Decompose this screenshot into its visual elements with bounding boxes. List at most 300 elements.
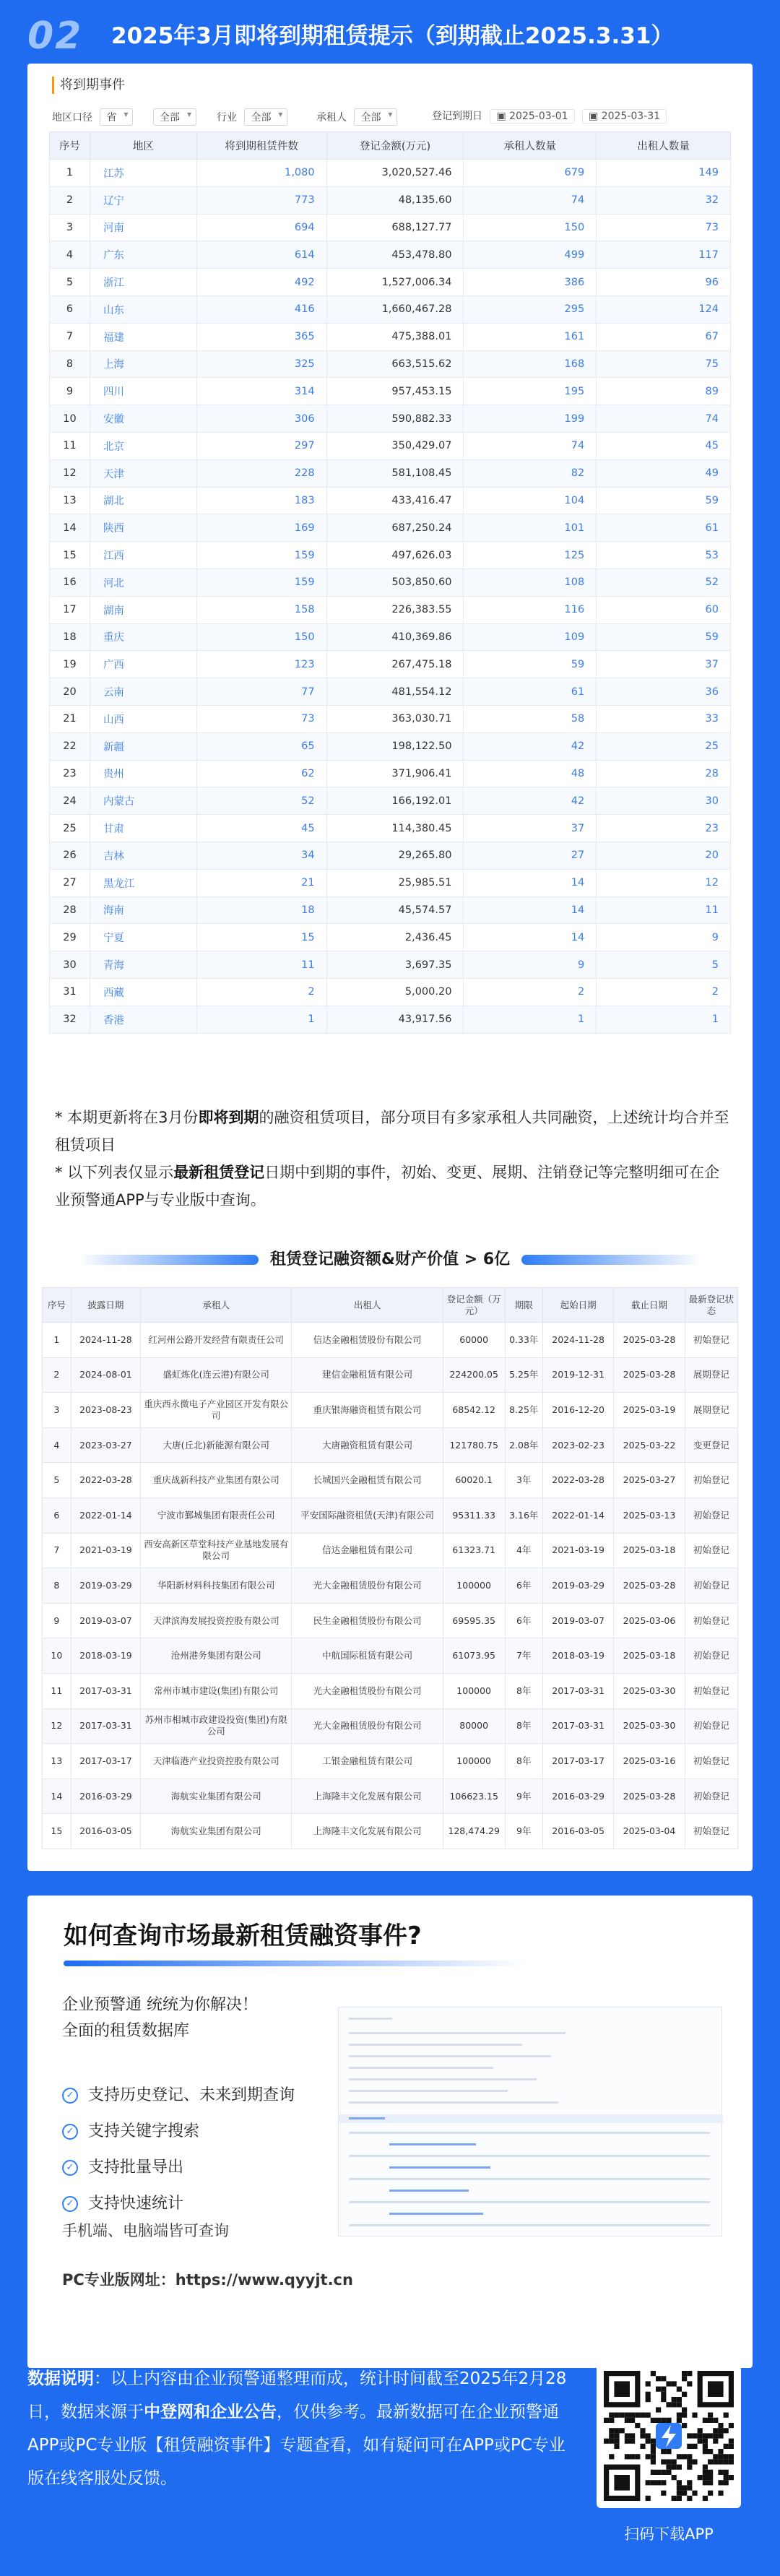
cell-lessee: 天津滨海发展投资控股有限公司 (141, 1603, 292, 1638)
cell-lessors[interactable]: 30 (597, 787, 731, 815)
promo-intro-2: 全面的租赁数据库 (62, 2022, 190, 2040)
cell-date: 2022-01-14 (71, 1497, 140, 1533)
cell-lessees[interactable]: 58 (464, 705, 597, 732)
cell-lessors[interactable]: 5 (597, 951, 731, 979)
note-2-c: 日期中到期的事件，初始、变更、展期、注销登记等完整明细可在企业预警通APP与专业版中查询。 (55, 1164, 720, 1209)
cell-index: 15 (43, 1814, 72, 1849)
cell-lessor: 平安国际融资租赁(天津)有限公司 (292, 1497, 443, 1533)
cell-index: 17 (50, 596, 90, 623)
cell-lessors[interactable]: 117 (597, 241, 731, 269)
table-row (43, 1357, 738, 1393)
cell-lessees[interactable]: 42 (464, 732, 597, 760)
cell-lessors[interactable]: 73 (597, 214, 731, 241)
cell-region[interactable]: 香港 (90, 1006, 196, 1033)
table-row[interactable] (50, 295, 731, 323)
cell-date: 2018-03-19 (71, 1638, 140, 1674)
industry-select[interactable]: 全部 ▾ (244, 108, 287, 126)
cell-end: 2025-03-19 (614, 1393, 685, 1428)
cell-count[interactable]: 169 (196, 514, 326, 542)
cell-lessors[interactable]: 149 (597, 160, 731, 187)
cell-lessee: 盛虹炼化(连云港)有限公司 (141, 1357, 292, 1393)
cell-lessees[interactable]: 679 (464, 160, 597, 187)
cell-start: 2018-03-19 (542, 1638, 613, 1674)
table-row (43, 1533, 738, 1568)
t2-header-amount[interactable]: 登记金额（万元） (443, 1288, 505, 1323)
all-select-1-value[interactable]: 全部 ▾ (153, 108, 196, 126)
cell-lessees[interactable]: 168 (464, 350, 597, 378)
qr-code-image (604, 2371, 734, 2501)
table-row[interactable] (50, 350, 731, 378)
cell-lessors[interactable]: 53 (597, 542, 731, 569)
cell-lessees[interactable]: 14 (464, 896, 597, 924)
cell-region[interactable]: 安徽 (90, 405, 196, 433)
cell-region[interactable]: 吉林 (90, 842, 196, 869)
cell-lessees[interactable]: 116 (464, 596, 597, 623)
cell-status: 初始登记 (685, 1497, 737, 1533)
cell-lessors[interactable]: 60 (597, 596, 731, 623)
cell-lessors[interactable]: 1 (597, 1006, 731, 1033)
t2-header-date[interactable]: 披露日期 (71, 1288, 140, 1323)
col-header-index[interactable]: 序号 (50, 132, 90, 160)
date-filter-label: 登记到期日 (432, 111, 482, 122)
mock-line (349, 2224, 710, 2226)
cell-amount: 3,020,527.46 (326, 160, 464, 187)
cell-count[interactable]: 34 (196, 842, 326, 869)
col-header-count[interactable]: 将到期租赁件数 (196, 132, 326, 160)
cell-amount: 371,906.41 (326, 760, 464, 787)
col-header-amount[interactable]: 登记金额(万元) (326, 132, 464, 160)
cell-lessors[interactable]: 89 (597, 378, 731, 405)
cell-term: 4年 (505, 1533, 542, 1568)
cell-index: 19 (50, 651, 90, 678)
cell-amount: 114,380.45 (326, 815, 464, 842)
cell-lessors[interactable]: 74 (597, 405, 731, 433)
promo-title-underline (64, 1961, 526, 1966)
cell-lessee: 红河州公路开发经营有限责任公司 (141, 1323, 292, 1358)
cell-amount: 198,122.50 (326, 732, 464, 760)
area-select[interactable]: 省 ▾ (100, 108, 133, 126)
cell-start: 2016-03-05 (542, 1814, 613, 1849)
cell-end: 2025-03-16 (614, 1744, 685, 1779)
cell-count[interactable]: 365 (196, 323, 326, 350)
cell-lessee: 沧州港务集团有限公司 (141, 1638, 292, 1674)
cell-region[interactable]: 山东 (90, 295, 196, 323)
cell-lessors[interactable]: 32 (597, 186, 731, 214)
cell-lessee: 天津临港产业投资控股有限公司 (141, 1744, 292, 1779)
cell-lessor: 光大金融租赁股份有限公司 (292, 1673, 443, 1708)
cell-region[interactable]: 北京 (90, 432, 196, 459)
cell-lessors[interactable]: 49 (597, 459, 731, 487)
promo-title: 如何查询市场最新租赁融资事件? (64, 1922, 422, 1950)
table-row (43, 1814, 738, 1849)
cell-status: 初始登记 (685, 1323, 737, 1358)
mock-line (349, 2018, 392, 2020)
cell-count[interactable]: 325 (196, 350, 326, 378)
table-row[interactable] (50, 760, 731, 787)
cell-lessors[interactable]: 37 (597, 651, 731, 678)
cell-lessees[interactable]: 14 (464, 869, 597, 896)
cell-region[interactable]: 甘肃 (90, 815, 196, 842)
cell-count[interactable]: 2 (196, 978, 326, 1006)
note-2 (55, 1159, 734, 1214)
cell-lessors[interactable]: 11 (597, 896, 731, 924)
cell-amount: 48,135.60 (326, 186, 464, 214)
cell-lessors[interactable]: 20 (597, 842, 731, 869)
lessee-select[interactable]: 全部 ▾ (354, 108, 397, 126)
cell-region[interactable]: 湖北 (90, 487, 196, 514)
table-row (43, 1778, 738, 1814)
cell-lessees[interactable]: 74 (464, 186, 597, 214)
table-row[interactable] (50, 678, 731, 706)
feature-label: 支持批量导出 (88, 2158, 184, 2177)
cell-region[interactable]: 湖南 (90, 596, 196, 623)
cell-date: 2016-03-05 (71, 1814, 140, 1849)
cell-count[interactable]: 159 (196, 542, 326, 569)
cell-end: 2025-03-30 (614, 1708, 685, 1744)
cell-lessors[interactable]: 52 (597, 569, 731, 596)
date-to-input[interactable] (582, 109, 667, 124)
cell-start: 2021-03-19 (542, 1533, 613, 1568)
cell-date: 2023-08-23 (71, 1393, 140, 1428)
cell-lessees[interactable]: 74 (464, 432, 597, 459)
cell-lessors[interactable]: 59 (597, 623, 731, 651)
cell-amount: 475,388.01 (326, 323, 464, 350)
mock-line (349, 2055, 551, 2057)
table-row[interactable] (50, 160, 731, 187)
cell-region[interactable]: 陕西 (90, 514, 196, 542)
date-from-input[interactable] (490, 109, 574, 124)
cell-count[interactable]: 150 (196, 623, 326, 651)
table-row[interactable] (50, 569, 731, 596)
cell-amount: 45,574.57 (326, 896, 464, 924)
table-row[interactable] (50, 596, 731, 623)
table-row[interactable] (50, 623, 731, 651)
cell-region[interactable]: 西藏 (90, 978, 196, 1006)
cell-region[interactable]: 四川 (90, 378, 196, 405)
cell-index: 12 (50, 459, 90, 487)
cell-amount: 128,474.29 (443, 1814, 505, 1849)
table-row[interactable] (50, 241, 731, 269)
cell-lessor: 光大金融租赁股份有限公司 (292, 1568, 443, 1604)
cell-region[interactable]: 河南 (90, 214, 196, 241)
lessee-filter (316, 108, 397, 126)
cell-lessors[interactable]: 59 (597, 487, 731, 514)
cell-count[interactable]: 73 (196, 705, 326, 732)
cell-region[interactable]: 贵州 (90, 760, 196, 787)
date-filter (432, 108, 667, 124)
cell-count[interactable]: 21 (196, 869, 326, 896)
main-card (27, 64, 753, 1871)
cell-region[interactable]: 新疆 (90, 732, 196, 760)
cell-status: 初始登记 (685, 1673, 737, 1708)
cell-count[interactable]: 158 (196, 596, 326, 623)
product-screenshot (338, 2007, 722, 2236)
cell-count[interactable]: 15 (196, 924, 326, 951)
cell-region[interactable]: 山西 (90, 705, 196, 732)
cell-count[interactable]: 228 (196, 459, 326, 487)
cell-amount: 957,453.15 (326, 378, 464, 405)
cell-count[interactable]: 314 (196, 378, 326, 405)
section-header (27, 16, 753, 56)
table-row[interactable] (50, 1006, 731, 1033)
cell-count[interactable]: 45 (196, 815, 326, 842)
table-row[interactable] (50, 815, 731, 842)
col-header-region[interactable]: 地区 (90, 132, 196, 160)
cell-region[interactable]: 天津 (90, 459, 196, 487)
cell-lessees[interactable]: 150 (464, 214, 597, 241)
cell-lessor: 信达金融租赁股份有限公司 (292, 1323, 443, 1358)
cell-lessor: 上海隆丰文化发展有限公司 (292, 1778, 443, 1814)
cell-count[interactable]: 77 (196, 678, 326, 706)
cell-term: 9年 (505, 1814, 542, 1849)
cell-lessees[interactable]: 1 (464, 1006, 597, 1033)
table-row[interactable] (50, 787, 731, 815)
t2-header-end[interactable]: 截止日期 (614, 1288, 685, 1323)
cell-region[interactable]: 海南 (90, 896, 196, 924)
col-header-lessees[interactable]: 承租人数量 (464, 132, 597, 160)
feature-item (62, 2157, 183, 2179)
mock-line (389, 2143, 476, 2145)
pc-url[interactable]: PC专业版网址：https://www.qyyjt.cn (62, 2271, 353, 2288)
cell-lessees[interactable]: 108 (464, 569, 597, 596)
cell-term: 8年 (505, 1673, 542, 1708)
cell-end: 2025-03-28 (614, 1778, 685, 1814)
cell-index: 7 (50, 323, 90, 350)
cell-amount: 95311.33 (443, 1497, 505, 1533)
table-row[interactable] (50, 951, 731, 979)
cell-index: 21 (50, 705, 90, 732)
cell-count[interactable]: 159 (196, 569, 326, 596)
cell-lessors[interactable]: 25 (597, 732, 731, 760)
cell-region[interactable]: 辽宁 (90, 186, 196, 214)
calendar-icon: ▣ (496, 111, 510, 122)
table-row[interactable] (50, 186, 731, 214)
cell-lessors[interactable]: 2 (597, 978, 731, 1006)
cell-region[interactable]: 浙江 (90, 269, 196, 296)
cell-lessees[interactable]: 199 (464, 405, 597, 433)
mock-line (349, 2132, 710, 2134)
cell-lessors[interactable]: 61 (597, 514, 731, 542)
cell-lessees[interactable]: 42 (464, 787, 597, 815)
cell-index: 13 (50, 487, 90, 514)
cell-index: 6 (43, 1497, 72, 1533)
cell-lessors[interactable]: 96 (597, 269, 731, 296)
cell-count[interactable]: 416 (196, 295, 326, 323)
cell-region[interactable]: 重庆 (90, 623, 196, 651)
table-row (43, 1673, 738, 1708)
table-row[interactable] (50, 896, 731, 924)
cell-index: 10 (43, 1638, 72, 1674)
t2-header-index[interactable]: 序号 (43, 1288, 72, 1323)
table-row (43, 1427, 738, 1463)
cell-count[interactable]: 614 (196, 241, 326, 269)
t2-header-status[interactable]: 最新登记状态 (685, 1288, 737, 1323)
note-1-b: 即将到期 (198, 1109, 259, 1126)
all-select-1[interactable] (149, 108, 196, 126)
cell-amount: 100000 (443, 1673, 505, 1708)
cell-count[interactable]: 183 (196, 487, 326, 514)
cell-count[interactable]: 694 (196, 214, 326, 241)
cell-region[interactable]: 内蒙古 (90, 787, 196, 815)
cell-index: 3 (50, 214, 90, 241)
cell-end: 2025-03-18 (614, 1638, 685, 1674)
cell-amount: 410,369.86 (326, 623, 464, 651)
cell-lessors[interactable]: 45 (597, 432, 731, 459)
feature-item (62, 2193, 183, 2215)
cell-region[interactable]: 黑龙江 (90, 869, 196, 896)
table-row[interactable] (50, 378, 731, 405)
feature-item (62, 2085, 295, 2106)
cell-index: 11 (43, 1673, 72, 1708)
cell-index: 8 (50, 350, 90, 378)
cell-count[interactable]: 62 (196, 760, 326, 787)
mock-line (349, 2044, 522, 2046)
table-row[interactable] (50, 214, 731, 241)
cell-region[interactable]: 青海 (90, 951, 196, 979)
cell-count[interactable]: 1,080 (196, 160, 326, 187)
check-circle-icon: ✓ (62, 2124, 78, 2140)
cell-count[interactable]: 1 (196, 1006, 326, 1033)
cell-amount: 581,108.45 (326, 459, 464, 487)
t2-header-lessor[interactable]: 出租人 (292, 1288, 443, 1323)
table-row[interactable] (50, 732, 731, 760)
cell-lessees[interactable]: 14 (464, 924, 597, 951)
cell-end: 2025-03-28 (614, 1357, 685, 1393)
cell-lessors[interactable]: 9 (597, 924, 731, 951)
cell-count[interactable]: 11 (196, 951, 326, 979)
mock-line (349, 2178, 710, 2180)
table-row[interactable] (50, 651, 731, 678)
cell-lessees[interactable]: 195 (464, 378, 597, 405)
cell-count[interactable]: 492 (196, 269, 326, 296)
cell-date: 2024-08-01 (71, 1357, 140, 1393)
cell-start: 2019-12-31 (542, 1357, 613, 1393)
cell-lessees[interactable]: 61 (464, 678, 597, 706)
cell-lessees[interactable]: 499 (464, 241, 597, 269)
cell-count[interactable]: 123 (196, 651, 326, 678)
cell-lessees[interactable]: 161 (464, 323, 597, 350)
cell-lessors[interactable]: 75 (597, 350, 731, 378)
cell-region[interactable]: 上海 (90, 350, 196, 378)
cell-count[interactable]: 65 (196, 732, 326, 760)
cell-lessees[interactable]: 37 (464, 815, 597, 842)
cell-lessees[interactable]: 48 (464, 760, 597, 787)
cell-count[interactable]: 297 (196, 432, 326, 459)
table-row[interactable] (50, 405, 731, 433)
cell-lessees[interactable]: 101 (464, 514, 597, 542)
cell-index: 7 (43, 1533, 72, 1568)
cell-end: 2025-03-06 (614, 1603, 685, 1638)
cell-index: 22 (50, 732, 90, 760)
cell-lessees[interactable]: 125 (464, 542, 597, 569)
table-row[interactable] (50, 705, 731, 732)
cell-region[interactable]: 广西 (90, 651, 196, 678)
cell-amount: 43,917.56 (326, 1006, 464, 1033)
t2-header-start[interactable]: 起始日期 (542, 1288, 613, 1323)
cell-start: 2016-03-29 (542, 1778, 613, 1814)
cell-status: 展期登记 (685, 1357, 737, 1393)
cell-index: 23 (50, 760, 90, 787)
mock-line (349, 2078, 537, 2080)
cell-lessors[interactable]: 28 (597, 760, 731, 787)
cell-lessees[interactable]: 109 (464, 623, 597, 651)
cell-lessees[interactable]: 82 (464, 459, 597, 487)
table-row[interactable] (50, 542, 731, 569)
mock-line (349, 2155, 710, 2157)
qr-code[interactable] (597, 2364, 741, 2508)
cell-start: 2019-03-07 (542, 1603, 613, 1638)
table-row[interactable] (50, 432, 731, 459)
cell-lessees[interactable]: 386 (464, 269, 597, 296)
table-row[interactable] (50, 869, 731, 896)
cell-count[interactable]: 306 (196, 405, 326, 433)
cell-lessors[interactable]: 12 (597, 869, 731, 896)
t2-header-lessee[interactable]: 承租人 (141, 1288, 292, 1323)
cell-lessor: 光大金融租赁股份有限公司 (292, 1708, 443, 1744)
cell-lessors[interactable]: 67 (597, 323, 731, 350)
col-header-lessors[interactable]: 出租人数量 (597, 132, 731, 160)
cell-count[interactable]: 18 (196, 896, 326, 924)
large-lease-table (42, 1287, 738, 1849)
cell-lessees[interactable]: 104 (464, 487, 597, 514)
table-row[interactable] (50, 514, 731, 542)
cell-index: 25 (50, 815, 90, 842)
cell-lessor: 中航国际租赁有限公司 (292, 1638, 443, 1674)
cell-lessors[interactable]: 36 (597, 678, 731, 706)
cell-region[interactable]: 福建 (90, 323, 196, 350)
cell-count[interactable]: 52 (196, 787, 326, 815)
cell-lessees[interactable]: 59 (464, 651, 597, 678)
cell-amount: 226,383.55 (326, 596, 464, 623)
table-row[interactable] (50, 924, 731, 951)
feature-item (62, 2121, 199, 2143)
cell-region[interactable]: 江西 (90, 542, 196, 569)
promo-intro-1: 企业预警通 统统为你解决！ (62, 1996, 258, 2014)
table-row[interactable] (50, 459, 731, 487)
cell-region[interactable]: 宁夏 (90, 924, 196, 951)
cell-region[interactable]: 广东 (90, 241, 196, 269)
cell-lessors[interactable]: 33 (597, 705, 731, 732)
cell-lessees[interactable]: 27 (464, 842, 597, 869)
cell-amount: 267,475.18 (326, 651, 464, 678)
cell-lessor: 大唐融资租赁有限公司 (292, 1427, 443, 1463)
table-row[interactable] (50, 269, 731, 296)
mock-line (349, 2090, 508, 2092)
cell-region[interactable]: 云南 (90, 678, 196, 706)
table-row[interactable] (50, 978, 731, 1006)
cell-count[interactable]: 773 (196, 186, 326, 214)
cell-lessors[interactable]: 124 (597, 295, 731, 323)
cell-amount: 453,478.80 (326, 241, 464, 269)
t2-header-term[interactable]: 期限 (505, 1288, 542, 1323)
cell-lessees[interactable]: 295 (464, 295, 597, 323)
cell-lessors[interactable]: 23 (597, 815, 731, 842)
cell-lessees[interactable]: 2 (464, 978, 597, 1006)
table-row[interactable] (50, 487, 731, 514)
note-1-a: * 本期更新将在3月份 (55, 1109, 199, 1126)
cell-region[interactable]: 河北 (90, 569, 196, 596)
cell-region[interactable]: 江苏 (90, 160, 196, 187)
cell-end: 2025-03-28 (614, 1568, 685, 1604)
cell-lessees[interactable]: 9 (464, 951, 597, 979)
table-row[interactable] (50, 323, 731, 350)
feature-label: 支持快速统计 (88, 2195, 184, 2213)
cell-status: 初始登记 (685, 1463, 737, 1498)
cell-index: 32 (50, 1006, 90, 1033)
table-row[interactable] (50, 842, 731, 869)
table-row (43, 1744, 738, 1779)
expiry-table (49, 131, 731, 1034)
